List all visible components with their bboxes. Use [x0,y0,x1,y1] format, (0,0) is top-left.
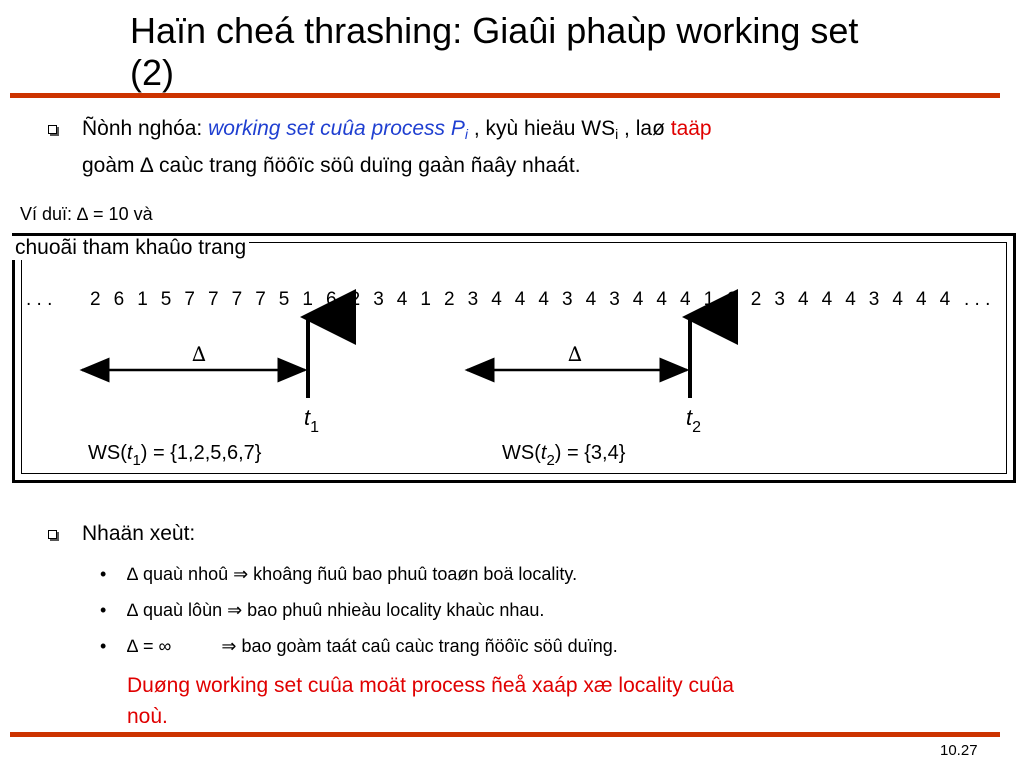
reference-page-31: 4 [821,289,833,310]
remarks-heading: Nhaän xeùt: [82,522,196,545]
reference-page-27: 3 [727,289,738,310]
definition-mid2: , laø [618,117,671,140]
reference-page-18: 4 [514,289,526,310]
reference-page-28: 2 [750,289,762,310]
reference-page-10: 6 [326,289,337,310]
bottom-divider [10,732,1000,737]
reference-page-12: 3 [373,289,384,310]
definition-label: Ñònh nghóa: [82,117,209,140]
definition-term: working set cuûa process $P_i$ [208,117,469,142]
working-set-diagram [12,233,1016,483]
sequence-start: . . . [26,289,53,310]
reference-page-23: 4 [632,289,644,310]
remark-item-3: ∆ = ∞ ⇒ bao goàm taát caû caùc trang ñöôïc söû duïng. [127,636,618,656]
ws-t1-result: $WS(t_1) = \{1,2,5,6,7\}$ [88,442,262,469]
reference-page-9: 1 [302,289,313,310]
slide-title [130,10,1010,94]
reference-page-26: 1 [703,289,715,310]
delta-label-t2: ∆ [568,342,582,366]
reference-page-6: 7 [231,289,243,310]
remark-bullet-2: • [100,600,107,620]
reference-page-7: 7 [255,289,266,310]
remark-bullet-3: • [100,636,107,656]
definition-highlight: taäp [670,117,712,140]
page-number: 10.27 [940,742,978,759]
reference-page-35: 4 [916,289,927,310]
definition-mid: , kyù hieäu WS [468,117,616,140]
reference-page-4: 7 [184,289,195,310]
reference-string-label: chuoãi tham khaûo trang [12,236,249,260]
reference-page-2: 1 [137,289,148,310]
reference-page-30: 4 [798,289,809,310]
remark-item-1: ∆ quaù nhoû ⇒ khoâng ñuû bao phuû toaøn boä locality. [127,564,578,584]
reference-page-24: 4 [656,289,667,310]
reference-page-16: 3 [467,289,479,310]
square-bullet-icon [48,530,57,539]
top-divider [10,93,1000,98]
remark-bullet-1: • [100,564,107,584]
conclusion-line2: noù. [127,705,168,728]
remarks-conclusion [127,670,1007,732]
reference-page-17: 4 [491,289,502,310]
remark-item-2: ∆ quaù lôùn ⇒ bao phuû nhieàu locality khaùc nhau. [127,600,545,620]
definition-line1 [82,113,1002,150]
reference-page-14: 1 [420,289,431,310]
t2-label: $t_2$ [686,405,702,436]
reference-page-32: 4 [845,289,856,310]
delta-label-t1: ∆ [192,342,206,366]
reference-page-3: 5 [160,289,172,310]
definition-line2: goàm ∆ caùc trang ñöôïc söû duïng gaàn ñaây nhaát. [82,154,581,177]
sequence-end: . . . [964,289,991,310]
reference-page-20: 3 [562,289,573,310]
reference-page-0: 2 [90,289,101,310]
example-label: Ví duï: ∆ = 10 và [20,204,153,224]
reference-page-15: 2 [444,289,455,310]
reference-page-19: 4 [538,289,549,310]
reference-page-25: 4 [680,289,691,310]
ws-subscript: i [615,126,619,142]
reference-page-36: 4 [939,289,951,310]
reference-page-29: 3 [774,289,785,310]
reference-page-8: 5 [278,289,290,310]
reference-page-21: 4 [585,289,597,310]
reference-page-34: 4 [892,289,903,310]
ws-t2-result: $WS(t_2) = \{3,4\}$ [502,442,626,469]
slide-title-line1: Haïn cheá thrashing: Giaûi phaùp working set [130,10,859,51]
reference-page-33: 3 [868,289,880,310]
reference-page-1: 6 [113,289,125,310]
conclusion-line1: Duøng working set cuûa moät process ñeå xaáp xæ locality cuûa [127,674,734,697]
square-bullet-icon [48,125,57,134]
definition-paragraph [82,113,1002,182]
reference-page-22: 3 [609,289,620,310]
slide-title-line2: (2) [130,52,174,93]
reference-page-5: 7 [208,289,219,310]
reference-page-13: 4 [396,289,408,310]
reference-page-11: 2 [349,289,361,310]
t1-label: $t_1$ [304,405,320,436]
